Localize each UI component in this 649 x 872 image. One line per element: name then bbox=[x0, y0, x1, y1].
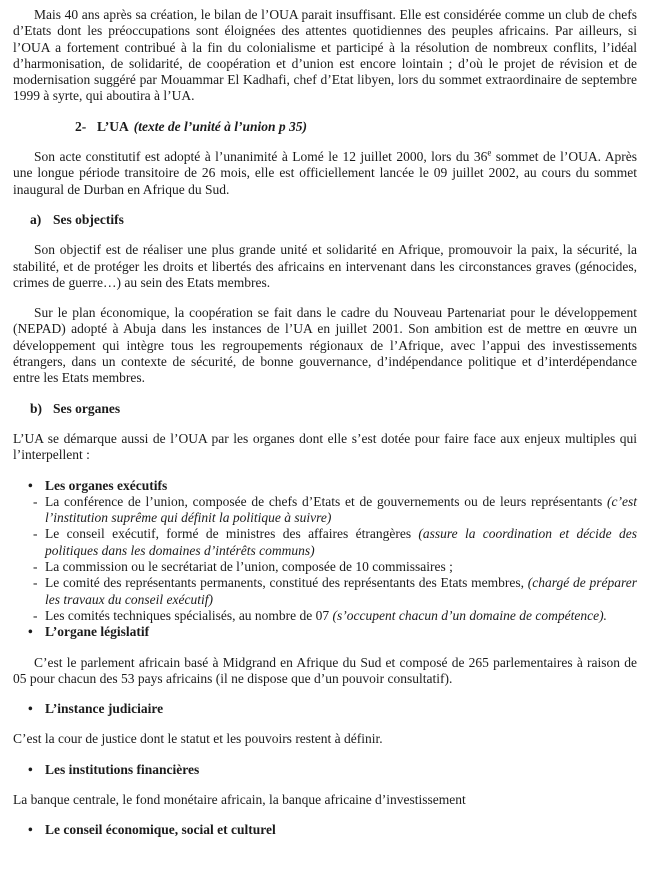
dash-marker: - bbox=[33, 559, 38, 575]
list-item-comite-representants bbox=[13, 575, 637, 608]
list-item-text: La conférence de l’union, composée de chefs d’Etats et de gouvernements ou de leurs représentants bbox=[45, 493, 608, 509]
subheading-marker: a) bbox=[30, 211, 42, 227]
list-item-note: (chargé de préparer les travaux du conseil exécutif) bbox=[45, 575, 638, 607]
paragraph-oua-bilan: Mais 40 ans après sa création, le bilan de l’OUA parait insuffisant. Elle est considérée comme un club de chefs d’Etats dont les préoccupations sont éloignées des attentes quotidiennes des peuples africains. Par ailleurs, si l’OUA a fortement contribué à la fin du colonialisme et participé à la résolution de nombreux conflits, l’idéal d’harmonisation, de solidarité, de coopération et d’union est encore lointain ; d’où le projet de révision et de modernisation suggéré par Mouammar El Kadhafi, chef d’Etat libyen, lors du sommet extraordinaire de septembre 1999 à syrte, qui aboutira à l’UA. bbox=[13, 7, 637, 104]
paragraph-economique: Sur le plan économique, la coopération se fait dans le cadre du Nouveau Partenariat pour le développement (NEPAD) adopté à Abuja dans les instances de l’UA en juillet 2001. Son ambition est de mettre en œuvre un développement qui intègre tous les regroupements régionaux de l’Afrique, avec l’appui des investissements étrangers, dans un contexte de sécurité, de bonne gouvernance, d’indépendance politique et d’interdépendance entre les Etats membres. bbox=[13, 305, 637, 386]
section-heading-ua bbox=[75, 119, 637, 135]
bullet-marker: • bbox=[28, 701, 33, 717]
list-item-text: Le comité des représentants permanents, constitué des représentants des Etats membres, bbox=[45, 575, 528, 591]
paragraph-objectifs: Son objectif est de réaliser une plus grande unité et solidarité en Afrique, promouvoir la paix, la sécurité, la stabilité, et de protéger les droits et libertés des africains en intervenant dans les circonstances graves (génocides, crimes de guerre…) au sein des Etats membres. bbox=[13, 242, 637, 290]
list-item-note: (c’est l’institution suprême qui définit la politique à suivre) bbox=[45, 493, 637, 526]
heading-number: 2- bbox=[75, 118, 87, 134]
list-item-note: (s’occupent chacun d’un domaine de compétence). bbox=[332, 607, 607, 623]
bullet-marker: • bbox=[28, 624, 33, 640]
list-item-text: Le conseil exécutif, formé de ministres des affaires étrangères bbox=[45, 526, 419, 542]
dash-marker: - bbox=[33, 607, 38, 623]
paragraph-parlement: C’est le parlement africain basé à Midgrand en Afrique du Sud et composé de 265 parlementaires à raison de 05 pour chacun des 53 pays africains (il ne dispose que d’un pouvoir consultatif). bbox=[13, 654, 637, 686]
bullet-marker: • bbox=[28, 477, 33, 493]
list-item-conference bbox=[13, 494, 637, 527]
superscript-e: e bbox=[487, 147, 492, 158]
list-item-commission bbox=[13, 559, 637, 575]
list-item-conseil-executif bbox=[13, 526, 637, 559]
list-item-organe-legislatif bbox=[13, 624, 637, 640]
subheading-marker: b) bbox=[30, 400, 43, 416]
acte-text-before: Son acte constitutif est adopté à l’unanimité à Lomé le 12 juillet 2000, lors du 36 bbox=[34, 149, 488, 165]
list-item-institutions-financieres bbox=[13, 762, 637, 778]
list-item-label: Les organes exécutifs bbox=[45, 477, 168, 493]
paragraph-banques: La banque centrale, le fond monétaire africain, la banque africaine d’investissement bbox=[13, 791, 466, 807]
bullet-marker: • bbox=[28, 761, 33, 777]
list-item-organes-executifs bbox=[13, 478, 637, 494]
list-item-label: L’instance judiciaire bbox=[45, 701, 164, 717]
dash-marker: - bbox=[33, 493, 38, 509]
acte-text-after: sommet de l’OUA. Après une longue période transitoire de 26 mois, elle est officiellement lancée le 09 juillet 2002, au cours du sommet inaugural de Durban en Afrique du Sud. bbox=[13, 149, 637, 197]
subheading-label: Ses objectifs bbox=[53, 211, 124, 227]
heading-note: (texte de l’unité à l’union p 35) bbox=[133, 118, 308, 134]
list-item-conseil-economique bbox=[13, 822, 637, 838]
list-item-comites-techniques bbox=[13, 608, 637, 624]
list-item-label: L’organe législatif bbox=[45, 624, 150, 640]
dash-marker: - bbox=[33, 575, 38, 591]
subheading-objectifs bbox=[30, 212, 637, 228]
paragraph-acte-constitutif bbox=[13, 149, 637, 198]
subheading-organes bbox=[30, 401, 637, 417]
paragraph-demarque: L’UA se démarque aussi de l’OUA par les organes dont elle s’est dotée pour faire face aux enjeux multiples qui l’interpellent : bbox=[13, 430, 637, 463]
list-item-label: Le conseil économique, social et culturel bbox=[45, 822, 276, 838]
list-item-text: Les comités techniques spécialisés, au nombre de 07 bbox=[45, 607, 333, 623]
paragraph-cour-justice: C’est la cour de justice dont le statut et les pouvoirs restent à définir. bbox=[13, 731, 383, 747]
bullet-marker: • bbox=[28, 822, 33, 838]
list-item-note: (assure la coordination et décide des politiques dans les domaines d’intérêts communs) bbox=[45, 526, 637, 558]
list-item-label: Les institutions financières bbox=[45, 761, 200, 777]
dash-marker: - bbox=[33, 526, 38, 542]
list-item-instance-judiciaire bbox=[13, 701, 637, 717]
subheading-label: Ses organes bbox=[53, 400, 121, 416]
heading-title: L’UA bbox=[97, 118, 129, 134]
list-organes bbox=[13, 478, 637, 641]
list-item-text: La commission ou le secrétariat de l’union, composée de 10 commissaires ; bbox=[45, 559, 453, 575]
